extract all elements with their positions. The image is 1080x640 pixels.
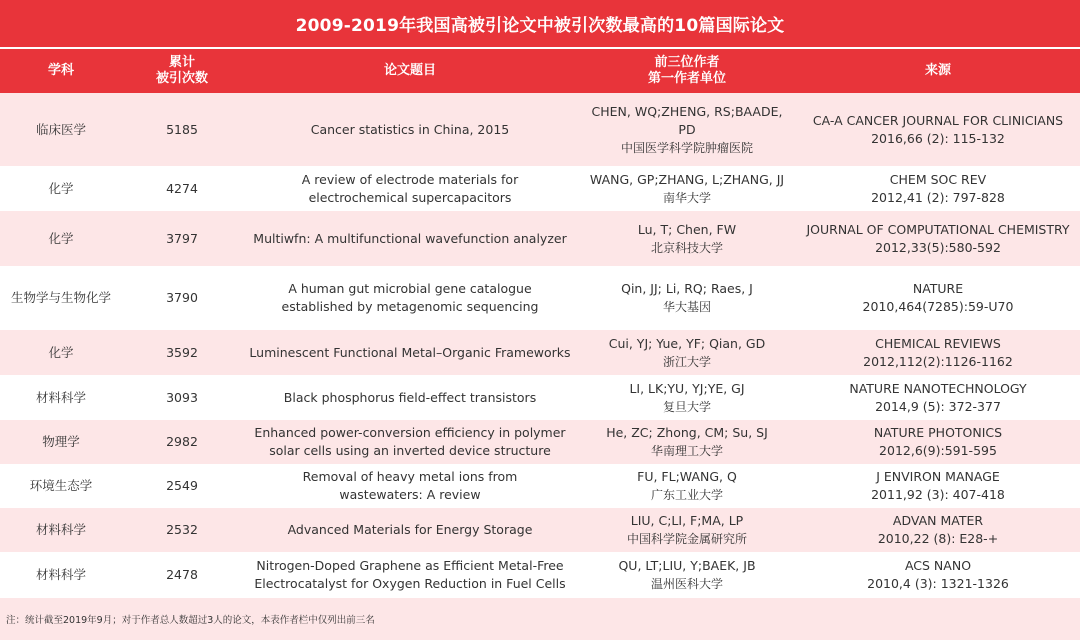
cell-citations: 5185 <box>122 93 242 166</box>
authors-names: Lu, T; Chen, FW <box>637 221 737 237</box>
source-volume-pages: 2014,9 (5): 372-377 <box>875 398 1001 414</box>
paper-title-line1: Cancer statistics in China, 2015 <box>310 121 510 137</box>
first-author-affiliation: 中国科学院金属研究所 <box>626 532 747 546</box>
cell-authors <box>578 464 796 508</box>
first-author-affiliation: 华南理工大学 <box>650 444 723 458</box>
table-title: 2009-2019年我国高被引论文中被引次数最高的10篇国际论文 <box>0 0 1080 47</box>
source-volume-pages: 2010,22 (8): E28-+ <box>877 531 999 546</box>
source-journal: CA-A CANCER JOURNAL FOR CLINICIANS <box>812 112 1064 128</box>
header-citations-line2: 被引次数 <box>155 71 208 86</box>
paper-title-line1: Nitrogen-Doped Graphene as Efficient Metal-Free <box>256 558 564 573</box>
paper-title-line1: Removal of heavy metal ions from <box>302 469 518 484</box>
authors-names: QU, LT;LIU, Y;BAEK, JB <box>618 558 756 573</box>
paper-title-line2: electrochemical supercapacitors <box>308 189 512 205</box>
cell-paper-title <box>242 508 578 552</box>
cell-citations: 2549 <box>122 464 242 508</box>
header-citations <box>122 49 242 93</box>
authors-names: Qin, JJ; Li, RQ; Raes, J <box>621 281 753 296</box>
paper-title-line2: established by metagenomic sequencing <box>281 299 539 314</box>
cell-source <box>796 166 1080 211</box>
cell-authors <box>578 420 796 464</box>
first-author-affiliation: 复旦大学 <box>662 399 711 414</box>
authors-names: LIU, C;LI, F;MA, LP <box>630 513 744 528</box>
source-journal: NATURE <box>912 281 964 296</box>
cell-source <box>796 464 1080 508</box>
cell-source <box>796 552 1080 598</box>
cell-source <box>796 211 1080 266</box>
cell-authors <box>578 93 796 166</box>
cell-subject: 化学 <box>0 330 122 375</box>
authors-names: FU, FL;WANG, Q <box>637 469 737 484</box>
table-row <box>0 420 1080 464</box>
cell-paper-title <box>242 211 578 266</box>
cell-paper-title <box>242 375 578 420</box>
authors-names: LI, LK;YU, YJ;YE, GJ <box>629 380 745 396</box>
source-volume-pages: 2010,4 (3): 1321-1326 <box>867 576 1009 591</box>
cell-source <box>796 93 1080 166</box>
paper-title-line1: A human gut microbial gene catalogue <box>288 281 532 296</box>
first-author-affiliation: 温州医科大学 <box>650 577 723 591</box>
source-volume-pages: 2012,41 (2): 797-828 <box>871 189 1005 205</box>
authors-names: Cui, YJ; Yue, YF; Qian, GD <box>608 335 766 351</box>
table-row <box>0 211 1080 266</box>
cell-paper-title <box>242 420 578 464</box>
cell-authors <box>578 330 796 375</box>
first-author-affiliation: 北京科技大学 <box>650 240 723 255</box>
header-authors <box>578 49 796 93</box>
source-volume-pages: 2011,92 (3): 407-418 <box>871 487 1005 502</box>
authors-names: He, ZC; Zhong, CM; Su, SJ <box>606 425 768 440</box>
paper-title-line1: A review of electrode materials for <box>301 171 519 187</box>
cell-subject: 化学 <box>0 166 122 211</box>
table-row <box>0 266 1080 330</box>
cell-paper-title <box>242 93 578 166</box>
cell-subject: 生物学与生物化学 <box>0 266 122 330</box>
table-row <box>0 330 1080 375</box>
authors-names: CHEN, WQ;ZHENG, RS;BAADE, PD <box>591 103 783 137</box>
source-journal: CHEMICAL REVIEWS <box>875 335 1001 351</box>
cell-source <box>796 508 1080 552</box>
paper-title-line1: Multiwfn: A multifunctional wavefunction analyzer <box>253 230 567 246</box>
table-row <box>0 552 1080 598</box>
source-journal: J ENVIRON MANAGE <box>876 469 1000 484</box>
cell-subject: 化学 <box>0 211 122 266</box>
cell-citations: 3093 <box>122 375 242 420</box>
paper-title-line1: Luminescent Functional Metal–Organic Frameworks <box>249 344 571 360</box>
cell-subject: 材料科学 <box>0 375 122 420</box>
cell-source <box>796 375 1080 420</box>
cell-citations: 2478 <box>122 552 242 598</box>
cell-citations: 3592 <box>122 330 242 375</box>
cell-subject: 环境生态学 <box>0 464 122 508</box>
cell-citations: 2532 <box>122 508 242 552</box>
cell-subject: 临床医学 <box>0 93 122 166</box>
cell-paper-title <box>242 266 578 330</box>
first-author-affiliation: 华大基因 <box>662 300 711 314</box>
header-source: 来源 <box>796 49 1080 93</box>
cell-paper-title <box>242 464 578 508</box>
table-row <box>0 375 1080 420</box>
source-volume-pages: 2012,33(5):580-592 <box>875 239 1001 255</box>
source-volume-pages: 2010,464(7285):59-U70 <box>862 299 1014 314</box>
paper-title-line2: solar cells using an inverted device structure <box>269 443 551 458</box>
papers-table <box>0 49 1080 598</box>
cell-citations: 3797 <box>122 211 242 266</box>
cell-citations: 4274 <box>122 166 242 211</box>
source-volume-pages: 2016,66 (2): 115-132 <box>871 130 1005 146</box>
header-authors-line2: 第一作者单位 <box>647 71 726 86</box>
header-subject: 学科 <box>0 49 122 93</box>
header-row <box>0 49 1080 93</box>
paper-title-line2: wastewaters: A review <box>339 487 481 502</box>
cell-source <box>796 330 1080 375</box>
cell-subject: 材料科学 <box>0 508 122 552</box>
header-citations-line1: 累计 <box>168 55 195 70</box>
paper-title-line1: Enhanced power-conversion efficiency in polymer <box>254 425 566 440</box>
table-body <box>0 93 1080 598</box>
first-author-affiliation: 南华大学 <box>662 190 711 205</box>
cell-authors <box>578 266 796 330</box>
cell-citations: 3790 <box>122 266 242 330</box>
table-row <box>0 166 1080 211</box>
cell-citations: 2982 <box>122 420 242 464</box>
first-author-affiliation: 广东工业大学 <box>650 488 723 502</box>
table-row <box>0 93 1080 166</box>
cell-source <box>796 266 1080 330</box>
source-journal: CHEM SOC REV <box>889 171 987 187</box>
paper-title-line1: Advanced Materials for Energy Storage <box>287 522 533 537</box>
source-volume-pages: 2012,112(2):1126-1162 <box>863 353 1013 369</box>
cell-paper-title <box>242 330 578 375</box>
footnote: 注：统计截至2019年9月；对于作者总人数超过3人的论文，本表作者栏中仅列出前三名 <box>0 598 1080 640</box>
source-journal: ADVAN MATER <box>892 513 984 528</box>
cell-authors <box>578 166 796 211</box>
cell-subject: 材料科学 <box>0 552 122 598</box>
source-journal: NATURE PHOTONICS <box>873 425 1003 440</box>
cell-source <box>796 420 1080 464</box>
cell-paper-title <box>242 552 578 598</box>
header-paper-title: 论文题目 <box>242 49 578 93</box>
first-author-affiliation: 中国医学科学院肿瘤医院 <box>620 140 753 155</box>
cell-subject: 物理学 <box>0 420 122 464</box>
source-volume-pages: 2012,6(9):591-595 <box>879 443 997 458</box>
first-author-affiliation: 浙江大学 <box>662 354 711 369</box>
source-journal: ACS NANO <box>904 558 972 573</box>
cell-authors <box>578 211 796 266</box>
cell-authors <box>578 508 796 552</box>
paper-title-line1: Black phosphorus field-effect transistors <box>283 389 537 405</box>
source-journal: JOURNAL OF COMPUTATIONAL CHEMISTRY <box>806 221 1070 237</box>
authors-names: WANG, GP;ZHANG, L;ZHANG, JJ <box>589 171 785 187</box>
cell-authors <box>578 375 796 420</box>
table-row <box>0 508 1080 552</box>
cell-authors <box>578 552 796 598</box>
source-journal: NATURE NANOTECHNOLOGY <box>849 380 1027 396</box>
table-row <box>0 464 1080 508</box>
cell-paper-title <box>242 166 578 211</box>
paper-title-line2: Electrocatalyst for Oxygen Reduction in Fuel Cells <box>254 576 566 591</box>
header-authors-line1: 前三位作者 <box>654 55 720 70</box>
